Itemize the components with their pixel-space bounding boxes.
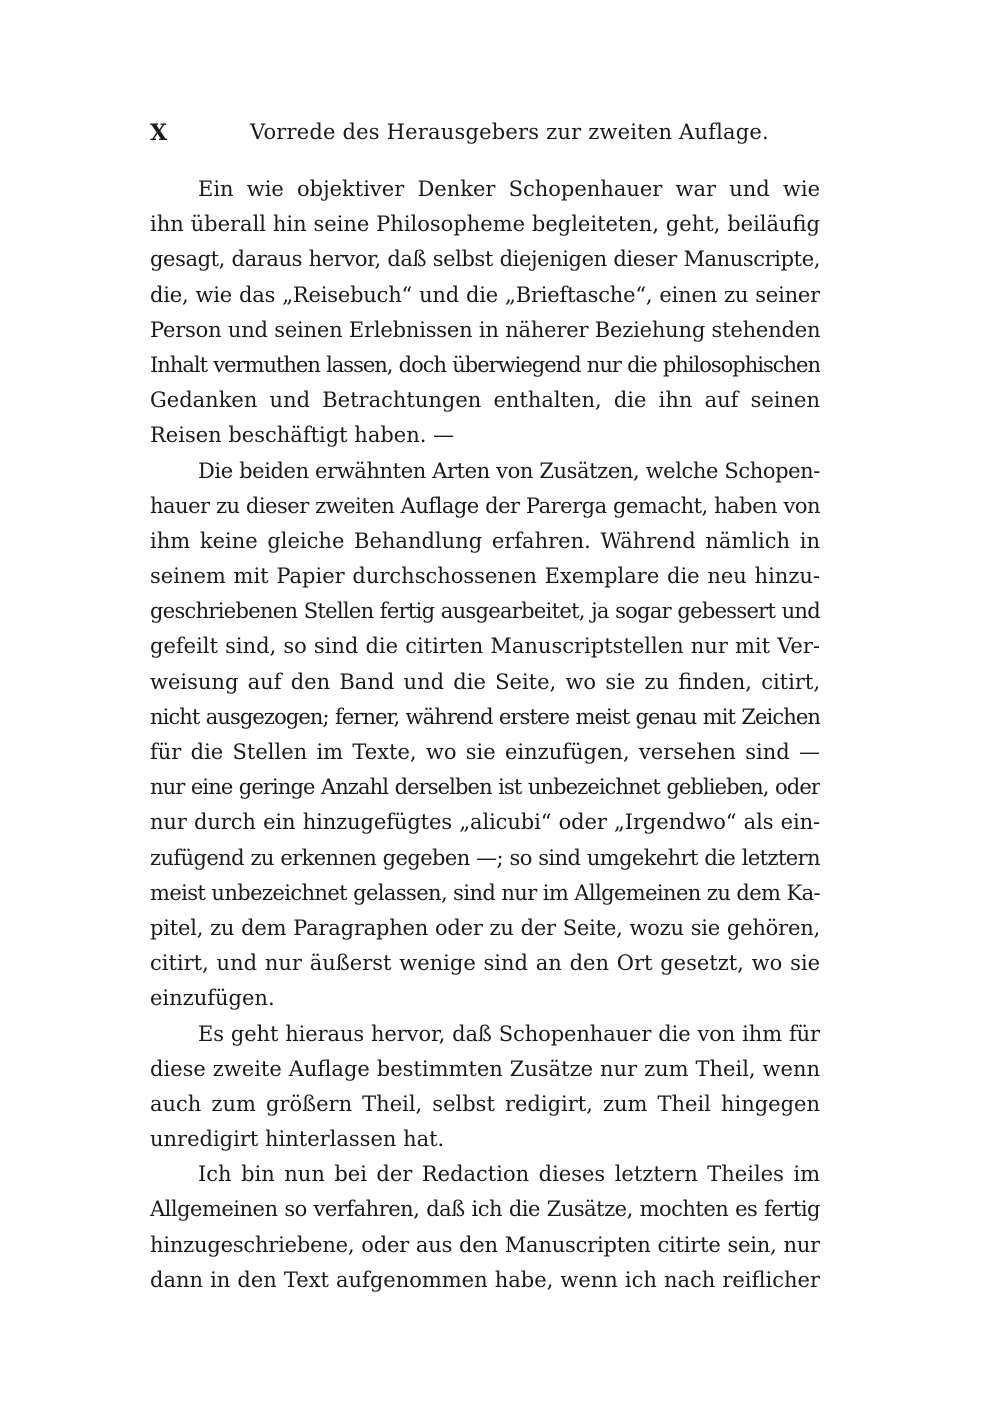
text-line: nicht ausgezogen; ferner, während erstere meist genau mit Zeichen	[150, 704, 820, 729]
text-line: Person und seinen Erlebnissen in näherer Beziehung stehenden	[150, 317, 820, 342]
running-title: Vorrede des Herausgebers zur zweiten Auflage.	[250, 120, 769, 144]
text-line: ihm keine gleiche Behandlung erfahren. Während nämlich in	[150, 528, 820, 553]
text-line: nur eine geringe Anzahl derselben ist unbezeichnet geblieben, oder	[150, 775, 820, 800]
text-line: nur durch ein hinzugefügtes „alicubi“ oder „Irgendwo“ als ein-	[150, 810, 820, 835]
page-header	[150, 120, 820, 160]
text-line: auch zum größern Theil, selbst redigirt, zum Theil hingegen	[150, 1091, 820, 1116]
text-line: hinzugeschriebene, oder aus den Manuscripten citirte sein, nur	[150, 1232, 820, 1257]
text-line: Die beiden erwähnten Arten von Zusätzen, welche Schopen-	[198, 458, 820, 483]
text-line: für die Stellen im Texte, wo sie einzufügen, versehen sind —	[150, 740, 820, 764]
text-line: gefeilt sind, so sind die citirten Manuscriptstellen nur mit Ver-	[150, 634, 820, 659]
text-line: Ein wie objektiver Denker Schopenhauer war und wie	[198, 177, 820, 201]
text-line: einzufügen.	[150, 986, 275, 1011]
text-line: Reisen beschäftigt haben. —	[150, 423, 455, 448]
text-line: unredigirt hinterlassen hat.	[150, 1127, 445, 1152]
text-line: Es geht hieraus hervor, daß Schopenhauer die von ihm für	[198, 1021, 820, 1046]
text-line: dann in den Text aufgenommen habe, wenn ich nach reiflicher	[150, 1267, 820, 1292]
text-line: die, wie das „Reisebuch“ und die „Brieftasche“, einen zu seiner	[150, 282, 820, 307]
text-line: meist unbezeichnet gelassen, sind nur im Allgemeinen zu dem Ka-	[150, 880, 820, 905]
text-line: weisung auf den Band und die Seite, wo sie zu finden, citirt,	[150, 669, 820, 694]
text-line: zufügend zu erkennen gegeben —; so sind umgekehrt die letztern	[150, 845, 820, 870]
text-line: Ich bin nun bei der Redaction dieses letztern Theiles im	[198, 1162, 820, 1187]
text-line: citirt, und nur äußerst wenige sind an den Ort gesetzt, wo sie	[150, 951, 820, 976]
page-number: X	[150, 120, 168, 146]
text-line: ihn überall hin seine Philosopheme begleiteten, geht, beiläufig	[150, 212, 820, 237]
text-line: pitel, zu dem Paragraphen oder zu der Seite, wozu sie gehören,	[150, 915, 820, 940]
text-line: Gedanken und Betrachtungen enthalten, die ihn auf seinen	[150, 388, 820, 413]
text-line: hauer zu dieser zweiten Auflage der Parerga gemacht, haben von	[150, 493, 820, 518]
text-line: Allgemeinen so verfahren, daß ich die Zusätze, mochten es fertig	[150, 1197, 820, 1222]
text-line: gesagt, daraus hervor, daß selbst diejenigen dieser Manuscripte,	[150, 247, 820, 272]
text-line: seinem mit Papier durchschossenen Exemplare die neu hinzu-	[150, 564, 820, 589]
text-line: geschriebenen Stellen fertig ausgearbeitet, ja sogar gebessert und	[150, 599, 820, 624]
text-line: diese zweite Auflage bestimmten Zusätze nur zum Theil, wenn	[150, 1056, 820, 1081]
body-text	[150, 172, 820, 1298]
text-line: Inhalt vermuthen lassen, doch überwiegend nur die philosophischen	[150, 352, 820, 377]
